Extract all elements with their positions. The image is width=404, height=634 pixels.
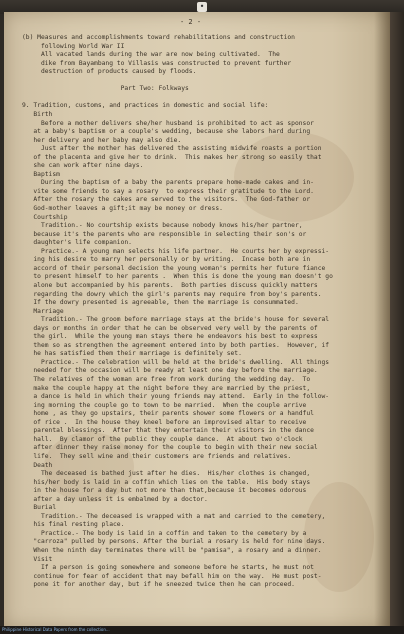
text-line: vite some friends to say a rosary to express their gratitude to the Lord. [22,187,314,195]
text-line: During the baptism of a baby the parents prepare home-made cakes and in- [22,179,314,187]
text-line: Baptism [22,170,60,178]
text-line: Before a mother delivers she/her husband is prohibited to act as sponsor [22,119,314,127]
text-line: because it's the parents who are responsible in selecting their son's or [22,230,307,238]
text-line: days or months in order that he can be observed very well by the parents of [22,324,318,332]
text-line: destruction of products caused by floods. [22,68,197,76]
typed-text-body [4,12,390,628]
text-line: Tradition.- The deceased is wrapped with a mat and carried to the cemetery, [22,512,326,520]
text-line: All vacated lands during the war are now being cultivated. The [22,51,280,59]
text-line: (b) Measures and accomplishments toward rehabilitations and construction [22,34,295,41]
text-line: home , as they go upstairs, their parents shower some flowers or a handful [22,410,314,418]
text-line: make the couple happy at the night before they are married by the priest, [22,384,311,392]
text-line: a dance is held in which their young friends may attend. Early in the follow- [22,393,330,401]
text-line: after a day unless it is embalmed by a doctor. [22,495,208,503]
text-line: daughter's life companion. [22,239,132,247]
text-line: in the house for a day but not more than that,because it becomes odorous [22,487,307,495]
text-line: Burial [22,504,57,512]
text-line: Courtship [22,213,68,221]
text-line: following World War II [22,42,125,50]
text-line: hall. By clamor of the public they couple dance. At about two o'clock [22,435,303,443]
scanner-margin [390,12,404,628]
text-line: Marriage [22,307,64,315]
text-line: ing his desire to marry her personally or by writing. Incase both are in [22,256,311,264]
text-line: 9. Tradition, customs, and practices in domestic and social life: [22,102,269,110]
text-line: parental blessings. After that they entertain their visitors in the dance [22,427,314,435]
text-line: pone it for another day, but if he sneezed twice then he can proceed. [22,581,295,589]
text-line: to present himself to her parents . When this is done the young man doesn't go [22,273,333,281]
text-line: regarding the dowry which the girl's parents may require from boy's parents. [22,290,322,298]
text-line: Practice.- The body is laid in a coffin and taken to the cemetery by a [22,529,307,537]
viewer-control-icon[interactable]: • [197,2,207,12]
text-line: his final resting place. [22,521,125,529]
text-line: of rice . In the house they kneel before an improvised altar to receive [22,418,307,426]
text-line: When the ninth day terminates there will be "pamisa", a rosary and a dinner. [22,547,322,554]
text-line: Part Two: Folkways [22,85,189,93]
text-line: The deceased is bathed just after he dies. His/her clothes is changed, [22,470,311,478]
text-line: Practice.- A young man selects his life partner. He courts her by expressi- [22,247,330,255]
text-line: Just after the mother has delivered the assisting midwife roasts a portion [22,145,322,153]
text-line: Practice.- The celebration will be held at the bride's dwelling. All things [22,358,330,366]
text-line: Death [22,461,53,469]
text-line: "carroza" pulled by persons. After the burial a rosary is held for nine days. [22,538,326,546]
text-line: If the dowry presented is agreeable, then the marriage is consummated. [22,299,299,307]
text-line: at a baby's baptism or a couple's wedding, because she labors hard during [22,128,311,136]
text-line: he has satisfied them their marriage is definitely set. [22,350,242,358]
text-line: dike from Bayambang to Villasis was constructed to prevent further [22,59,292,67]
document-page [4,12,390,628]
text-line: After the rosary the cakes are served to the visitors. The God-father or [22,196,311,204]
text-line: after dinner they raise money for the couple to begin with their new social [22,444,318,452]
text-line: Tradition.- No courtship exists because nobody knows his/her partner, [22,222,303,230]
text-line: the girl. While the young man stays there he endeavors his best to express [22,333,318,341]
text-line: If a person is going somewhere and someone before he starts, he must not [22,564,314,572]
text-line: she can work after nine days. [22,162,144,170]
text-line: life. They sell wine and their customers are friends and relatives. [22,452,292,460]
text-line: continue for fear of accident that may befall him on the way. He must post- [22,572,322,580]
text-line: her delivery and her baby may also die. [22,136,182,144]
text-line: of the placenta and give her to drink. This makes her strong so easily that [22,153,322,161]
text-line: ing morning the couple go to town to be married. When the couple arrive [22,401,307,409]
text-line: his/her body is laid in a coffin which lies on the table. His body stays [22,478,311,486]
text-line: accord of their personal decision the young woman's permits her future fiance [22,264,326,272]
text-line: Visit [22,555,53,563]
text-line: The relatives of the woman are free from work during the wedding day. To [22,376,311,383]
text-line: God-mother leaves a gift;it may be money or dress. [22,205,223,212]
text-line: Tradition.- The groom before marriage stays at the bride's house for several [22,316,330,324]
viewer-footer: Philippine Historical Data Papers from the collection... [0,626,404,634]
text-line: needed for the occasion will be ready at least one day before the marriage. [22,367,318,375]
text-line: them so as strengthen the agreement entered into by both parties. However, if [22,341,330,349]
page-number: - 2 - [180,18,202,26]
text-line: alone but accompanied by his parents. Both parties discuss quickly matters [22,281,318,289]
page-edge-shadow [374,12,390,628]
text-line: Birth [22,110,53,118]
